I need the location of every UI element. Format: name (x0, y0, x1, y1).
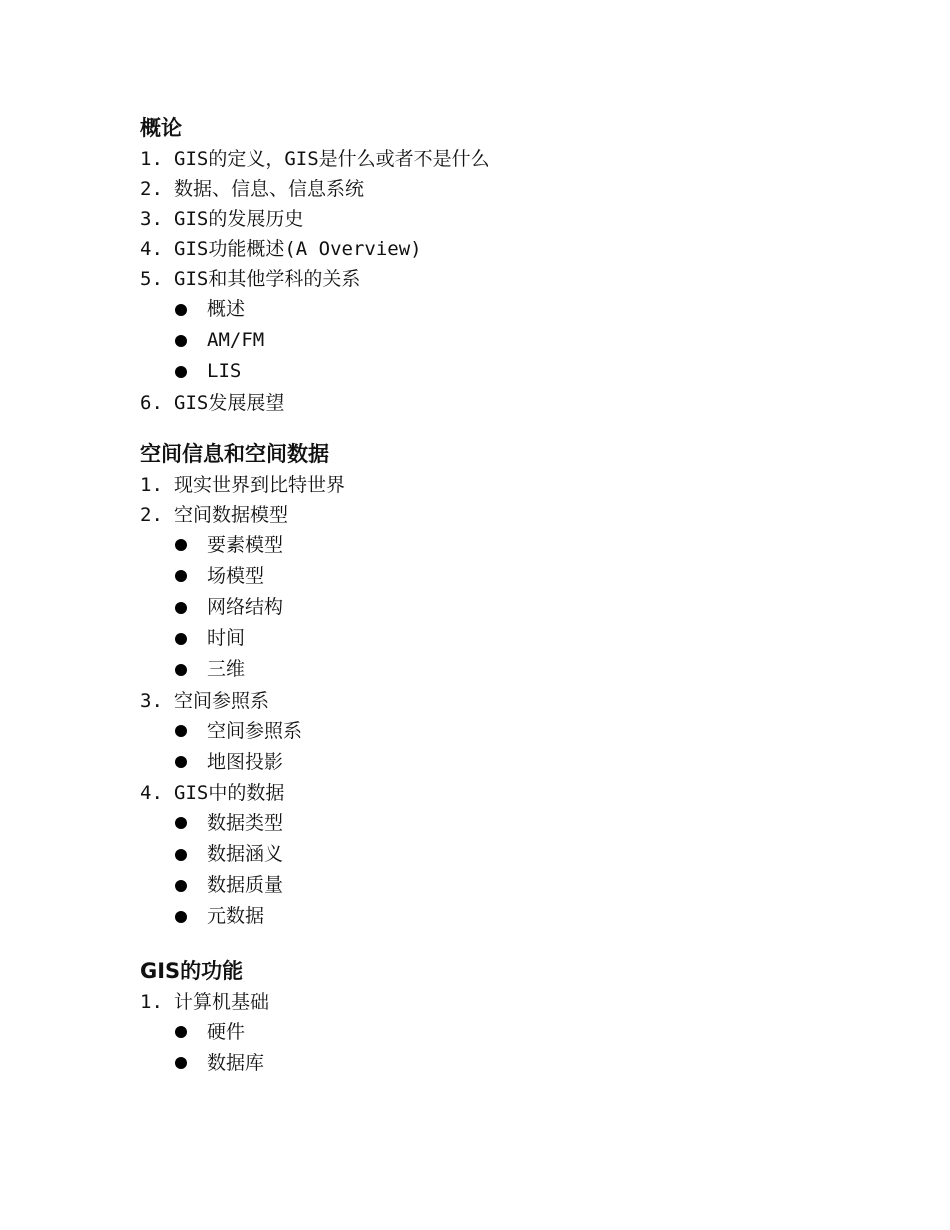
list-item (140, 144, 860, 174)
sub-item-text: 要素模型 (207, 533, 284, 556)
sub-list-item (140, 747, 860, 778)
section-spacer (140, 933, 860, 955)
bullet-icon (175, 335, 187, 347)
section-spacer (140, 418, 860, 438)
list-item (140, 388, 860, 418)
item-number: 1. (140, 990, 163, 1013)
sub-list-item (140, 839, 860, 870)
bullet-icon (175, 1057, 187, 1069)
bullet-icon (175, 539, 187, 551)
sub-list-item (140, 561, 860, 592)
sub-item-text: 网络结构 (207, 595, 284, 618)
item-number: 3. (140, 208, 163, 230)
item-text: GIS功能概述(A Overview) (174, 238, 422, 260)
list-item (140, 500, 860, 530)
sub-item-text: 数据类型 (207, 811, 284, 834)
bullet-icon (175, 756, 187, 768)
sub-list-item (140, 654, 860, 685)
sub-list-item (140, 623, 860, 654)
bullet-icon (175, 570, 187, 582)
item-number: 3. (140, 689, 163, 712)
item-number: 4. (140, 781, 163, 804)
item-text: 计算机基础 (174, 990, 270, 1013)
bullet-icon (175, 911, 187, 923)
item-text: GIS发展展望 (174, 391, 285, 414)
sub-item-text: 硬件 (207, 1020, 246, 1043)
item-number: 6. (140, 391, 163, 414)
sub-item-text: 空间参照系 (207, 719, 303, 742)
sub-item-text: 数据涵义 (207, 843, 284, 866)
item-text: 现实世界到比特世界 (174, 473, 346, 496)
sub-item-text: 时间 (207, 627, 246, 650)
section-heading-spatial-data: 空间信息和空间数据 (140, 441, 329, 466)
bullet-icon (175, 817, 187, 829)
item-number: 2. (140, 178, 163, 200)
sub-list-item (140, 808, 860, 839)
sub-list-item (140, 870, 860, 901)
sub-item-text: LIS (207, 360, 242, 383)
list-item (140, 204, 860, 234)
section-heading-overview: 概论 (140, 116, 182, 140)
item-number: 1. (140, 473, 163, 496)
sub-list-item (140, 1048, 860, 1079)
sub-list-item (140, 592, 860, 623)
item-text: GIS和其他学科的关系 (174, 268, 361, 290)
list-item (140, 174, 860, 204)
item-text: GIS的发展历史 (174, 208, 304, 230)
sub-item-text: 数据库 (207, 1051, 265, 1074)
sub-list-item (140, 1017, 860, 1048)
bullet-icon (175, 880, 187, 892)
sub-item-text: 数据质量 (207, 874, 284, 897)
item-text: 数据、信息、信息系统 (174, 178, 365, 200)
list-item (140, 987, 860, 1017)
item-text: 空间参照系 (174, 689, 270, 712)
sub-item-text: 场模型 (207, 564, 265, 587)
sub-item-text: 三维 (207, 658, 246, 681)
list-item (140, 470, 860, 500)
item-text: GIS的定义，GIS是什么或者不是什么 (174, 148, 490, 170)
sub-list-item (140, 530, 860, 561)
sub-list-item (140, 901, 860, 932)
sub-list-item (140, 716, 860, 747)
item-number: 4. (140, 238, 163, 260)
list-item (140, 686, 860, 716)
sub-list-item (140, 356, 860, 387)
bullet-icon (175, 664, 187, 676)
item-number: 2. (140, 503, 163, 526)
bullet-icon (175, 366, 187, 378)
list-item (140, 778, 860, 808)
section-heading-gis-functions: GIS的功能 (140, 958, 244, 983)
sub-list-item (140, 325, 860, 356)
item-text: 空间数据模型 (174, 503, 289, 526)
sub-item-text: AM/FM (207, 329, 265, 352)
bullet-icon (175, 725, 187, 737)
bullet-icon (175, 602, 187, 614)
item-number: 1. (140, 148, 163, 170)
sub-item-text: 元数据 (207, 905, 265, 928)
sub-item-text: 概述 (207, 298, 246, 320)
bullet-icon (175, 1026, 187, 1038)
bullet-icon (175, 849, 187, 861)
bullet-icon (175, 304, 187, 316)
sub-list-item (140, 294, 860, 325)
list-item (140, 234, 860, 264)
bullet-icon (175, 633, 187, 645)
list-item (140, 264, 860, 294)
document-body (140, 112, 860, 1079)
item-text: GIS中的数据 (174, 781, 285, 804)
sub-item-text: 地图投影 (207, 750, 284, 773)
item-number: 5. (140, 268, 163, 290)
